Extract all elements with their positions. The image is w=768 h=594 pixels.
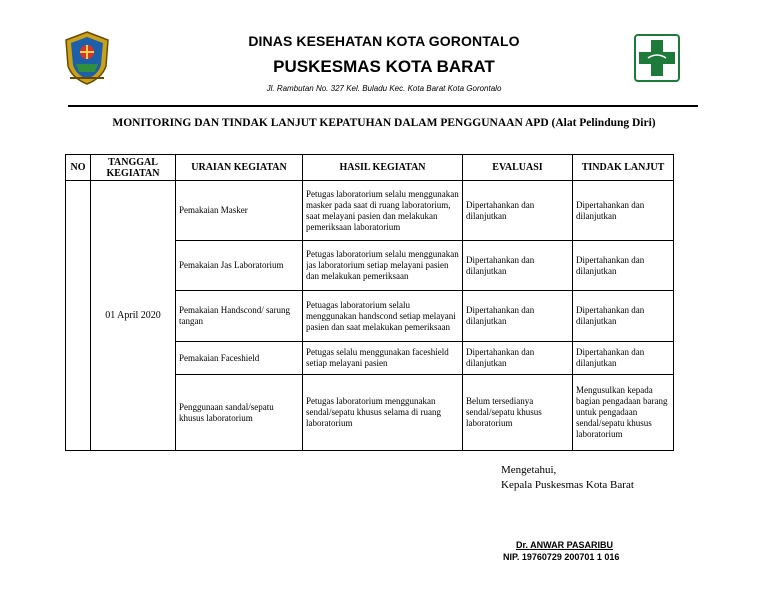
cell-hasil: Petugas laboratorium menggunakan sendal/sepatu khusus selama di ruang laboratorium (303, 375, 463, 451)
cell-uraian: Pemakaian Masker (176, 181, 303, 241)
cell-uraian: Penggunaan sandal/sepatu khusus laboratorium (176, 375, 303, 451)
cell-date: 01 April 2020 (91, 181, 176, 451)
cell-evaluasi: Belum tersedianya sendal/sepatu khusus laboratorium (463, 375, 573, 451)
cell-evaluasi: Dipertahankan dan dilanjutkan (463, 181, 573, 241)
table-header-row (66, 155, 674, 181)
header-no: NO (66, 155, 91, 181)
cell-tindak-lanjut: Dipertahankan dan dilanjutkan (573, 291, 674, 342)
cell-evaluasi: Dipertahankan dan dilanjutkan (463, 241, 573, 291)
cell-hasil (303, 181, 463, 241)
cell-tindak-lanjut: Dipertahankan dan dilanjutkan (573, 181, 674, 241)
cell-uraian: Pemakaian Handscond/ sarung tangan (176, 291, 303, 342)
institution-line-2: PUSKESMAS KOTA BARAT (273, 57, 495, 76)
cell-hasil-text: Petugas laboratorium selalu menggunakan masker pada saat di ruang laboratorium, saat melayani pasien dan melakukan pemeriksaan laboratorium (306, 188, 459, 232)
cell-hasil-text: Petugas laboratorium selalu menggunakan jas laboratorium setiap melayani pasien dan melakukan pemeriksaan (306, 249, 459, 281)
cell-hasil-text: Petugas selalu menggunakan faceshield setiap melayani pasien (306, 347, 449, 368)
cell-evaluasi: Dipertahankan dan dilanjutkan (463, 291, 573, 342)
header-hasil: HASIL KEGIATAN (303, 155, 463, 181)
header-evaluasi: EVALUASI (463, 155, 573, 181)
acknowledged-label: Mengetahui, (501, 464, 557, 476)
monitoring-table (65, 154, 674, 451)
signer-name: Dr. ANWAR PASARIBU (516, 540, 614, 550)
cell-hasil-text: Petuagas laboratorium selalu menggunakan handscond setiap melayani pasien dan saat melakukan pemeriksaan (306, 299, 456, 332)
cell-hasil (303, 342, 463, 375)
cell-tindak-lanjut (573, 375, 674, 451)
institution-line-1: DINAS KESEHATAN KOTA GORONTALO (248, 33, 520, 49)
cell-uraian: Pemakaian Faceshield (176, 342, 303, 375)
header-tanggal: TANGGAL KEGIATAN (91, 155, 176, 181)
cell-hasil (303, 291, 463, 342)
cell-tindak-lanjut: Dipertahankan dan dilanjutkan (573, 342, 674, 375)
cell-hasil (303, 241, 463, 291)
puskesmas-cross-logo (634, 34, 680, 82)
document-title: MONITORING DAN TINDAK LANJUT KEPATUHAN DALAM PENGGUNAAN APD (Alat Pelindung Diri) (112, 117, 656, 129)
signer-nip: NIP. 19760729 200701 1 016 (503, 552, 620, 562)
table-row (66, 181, 674, 241)
header-uraian: URAIAN KEGIATAN (176, 155, 303, 181)
institution-address: Jl. Rambutan No. 327 Kel. Buladu Kec. Kota Barat Kota Gorontalo (266, 84, 502, 93)
cell-uraian: Pemakaian Jas Laboratorium (176, 241, 303, 291)
header-tindak-lanjut: TINDAK LANJUT (573, 155, 674, 181)
signer-position: Kepala Puskesmas Kota Barat (501, 479, 634, 491)
cell-tindak-text: Mengusulkan kepada bagian pengadaan barang untuk pengadaan sendal/sepatu khusus laboratorium (576, 385, 668, 439)
cell-tindak-lanjut: Dipertahankan dan dilanjutkan (573, 241, 674, 291)
cell-no (66, 181, 91, 451)
header-divider (68, 105, 698, 107)
cell-evaluasi: Dipertahankan dan dilanjutkan (463, 342, 573, 375)
